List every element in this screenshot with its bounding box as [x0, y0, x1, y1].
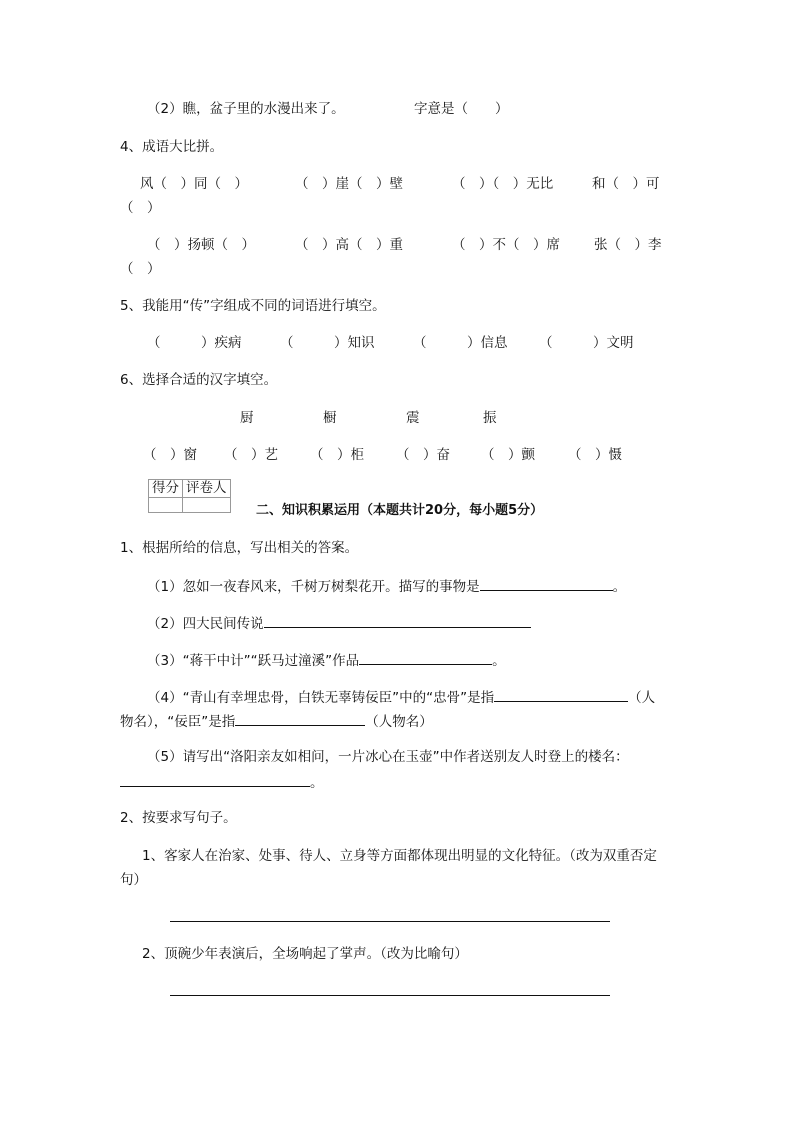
- q5-item: （ ）文明: [539, 335, 634, 351]
- answer-blank[interactable]: [120, 772, 310, 787]
- s2q2-item1-wrap: 句）: [120, 872, 147, 888]
- q6-item: （ ）艺: [224, 447, 278, 463]
- score-header: 得分: [149, 480, 183, 498]
- s2q1-item3: [147, 650, 506, 670]
- q3-item2-answer-label: 字意是（ ）: [414, 101, 509, 117]
- q4-row2-wrap: （ ）: [120, 261, 161, 277]
- q6-option: 橱: [323, 410, 337, 426]
- q4-row1-item: （ ）（ ）无比: [452, 176, 554, 192]
- grader-cell[interactable]: [183, 498, 231, 513]
- answer-blank[interactable]: [235, 711, 365, 726]
- q6-item: （ ）奋: [396, 447, 450, 463]
- s2q1-item3-text: （3）“蒋干中计”“跃马过潼溪”作品: [147, 653, 360, 669]
- q5-item: （ ）疾病: [147, 335, 242, 351]
- s2q2-item1-text: 1、客家人在治家、处事、待人、立身等方面都体现出明显的文化特征。（改为双重否定: [142, 848, 657, 864]
- q6-item: （ ）颤: [481, 447, 535, 463]
- s2q1-item4-line2: [120, 711, 433, 731]
- s2q2-item2-text: 2、顶碗少年表演后，全场响起了掌声。（改为比喻句）: [142, 946, 468, 962]
- q6-option: 振: [483, 410, 497, 426]
- s2q1-item4-line2b: （人物名）: [365, 714, 433, 730]
- answer-blank[interactable]: [359, 650, 492, 665]
- s2q1-item1-end: 。: [612, 579, 627, 595]
- s2q1-item4-text: （4）“青山有幸埋忠骨，白铁无辜铸佞臣”中的“忠骨”是指: [147, 690, 495, 706]
- s2q1-item4-line2a: 物名），“佞臣”是指: [120, 714, 236, 730]
- score-table: [148, 479, 231, 513]
- s2q1-item3-end: 。: [492, 653, 506, 669]
- s2q1-item2: [147, 613, 531, 633]
- q6-option: 震: [406, 410, 420, 426]
- q4-row1-item: 和（ ）可: [592, 176, 660, 192]
- grader-header: 评卷人: [183, 480, 231, 498]
- s2q1-item5-text: （5）请写出“洛阳亲友如相问，一片冰心在玉壶”中作者送别友人时登上的楼名：: [147, 749, 629, 765]
- s2q1-item2-text: （2）四大民间传说: [147, 616, 264, 632]
- answer-blank[interactable]: [494, 687, 628, 702]
- q4-row2-item: 张（ ）李: [594, 237, 662, 253]
- q3-item2-text: （2）瞧，盆子里的水漫出来了。: [147, 101, 345, 117]
- q4-row1-item: 风（ ）同（ ）: [140, 176, 248, 192]
- q4-row2-item: （ ）不（ ）席: [452, 237, 560, 253]
- q4-row2-item: （ ）高（ ）重: [295, 237, 403, 253]
- s2q1-item4: [147, 687, 655, 707]
- answer-line[interactable]: [170, 995, 610, 996]
- q5-title: 5、我能用“传”字组成不同的词语进行填空。: [120, 298, 386, 314]
- q6-title: 6、选择合适的汉字填空。: [120, 372, 278, 388]
- q5-item: （ ）知识: [280, 335, 375, 351]
- q4-row1-wrap: （ ）: [120, 200, 161, 216]
- q6-item: （ ）慑: [568, 447, 622, 463]
- q6-item: （ ）柜: [310, 447, 364, 463]
- q6-item: （ ）窗: [143, 447, 197, 463]
- score-cell[interactable]: [149, 498, 183, 513]
- q5-item: （ ）信息: [413, 335, 508, 351]
- s2q1-item4-end: （人: [628, 690, 656, 706]
- s2q1-item5-line2: [120, 772, 324, 792]
- s2q1-item1-text: （1）忽如一夜春风来，千树万树梨花开。描写的事物是: [147, 579, 480, 595]
- s2q2-title: 2、按要求写句子。: [120, 810, 237, 826]
- q6-option: 厨: [240, 410, 254, 426]
- s2q1-title: 1、根据所给的信息，写出相关的答案。: [120, 540, 359, 556]
- q4-row1-item: （ ）崖（ ）壁: [295, 176, 403, 192]
- s2q1-item1: [147, 576, 626, 596]
- section2-title: 二、知识积累运用（本题共计20分，每小题5分）: [256, 503, 544, 518]
- q4-row2-item: （ ）扬顿（ ）: [147, 237, 255, 253]
- s2q1-item5-end: 。: [310, 775, 324, 791]
- answer-blank[interactable]: [264, 613, 531, 628]
- q4-title: 4、成语大比拼。: [120, 139, 224, 155]
- answer-blank[interactable]: [480, 576, 613, 591]
- answer-line[interactable]: [170, 921, 610, 922]
